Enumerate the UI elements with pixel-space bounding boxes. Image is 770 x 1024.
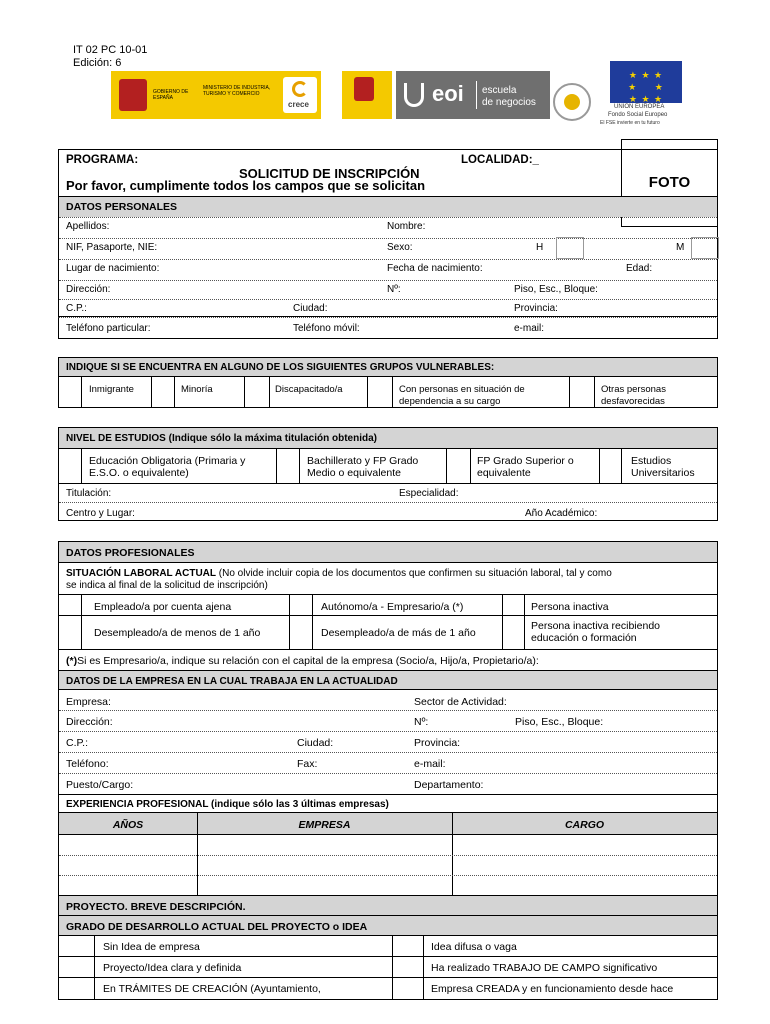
departamento-field[interactable]: Departamento: [414, 779, 484, 791]
edad-field[interactable]: Edad: [626, 263, 653, 274]
minoria-option[interactable]: Minoría [181, 384, 213, 395]
negocios-text: de negocios [482, 97, 536, 108]
document-code: IT 02 PC 10-01 [73, 44, 148, 56]
idea-difusa-option[interactable]: Idea difusa o vaga [431, 941, 517, 953]
piso-field[interactable]: Piso, Esc., Bloque: [514, 284, 598, 295]
col-cargo: CARGO [564, 819, 605, 831]
situacion-note: (No olvide incluir copia de los documentos que confirmen su situación laboral, tal y como [216, 568, 612, 579]
gobierno-logo [111, 71, 321, 119]
localidad-label: LOCALIDAD:_ [461, 154, 539, 166]
gobierno-text: GOBIERNO DE ESPAÑA [153, 89, 189, 101]
apellidos-field[interactable]: Apellidos: [66, 221, 110, 232]
fse-slogan: El FSE invierte en tu futuro [600, 120, 660, 126]
num-field[interactable]: Nº: [387, 284, 401, 295]
inactiva-formacion-option[interactable]: Persona inactiva recibiendo [531, 620, 660, 632]
puesto-field[interactable]: Puesto/Cargo: [66, 779, 134, 791]
form-title: SOLICITUD DE INSCRIPCIÓN [239, 166, 420, 181]
desempleado-mas-option[interactable]: Desempleado/a de más de 1 año [321, 627, 476, 639]
col-empresa: EMPRESA [298, 819, 351, 831]
vulnerable-section [58, 357, 718, 408]
eoi-icon [404, 83, 424, 107]
company-cp-field[interactable]: C.P.: [66, 737, 88, 749]
company-direccion-field[interactable]: Dirección: [66, 716, 113, 728]
ue-text: UNION EUROPEA [614, 104, 665, 110]
bachillerato-option-line2: Medio o equivalente [307, 467, 401, 479]
company-piso-field[interactable]: Piso, Esc., Bloque: [515, 716, 604, 728]
company-tel-field[interactable]: Teléfono: [66, 758, 109, 770]
eoi-text: eoi [432, 81, 464, 106]
vulnerable-title: INDIQUE SI SE ENCUENTRA EN ALGUNO DE LOS SIGUIENTES GRUPOS VULNERABLES: [59, 358, 717, 376]
sexo-m-checkbox[interactable] [691, 237, 719, 259]
fse-text: Fondo Social Europeo [608, 112, 668, 118]
nombre-field[interactable]: Nombre: [387, 221, 426, 232]
sector-field[interactable]: Sector de Actividad: [414, 696, 507, 708]
bachillerato-option[interactable]: Bachillerato y FP Grado [307, 455, 419, 467]
escuela-text: escuela [482, 85, 517, 96]
experience-title: EXPERIENCIA PROFESIONAL (indique sólo las 3 últimas empresas) [59, 794, 717, 812]
provincia-field[interactable]: Provincia: [514, 303, 558, 314]
company-ciudad-field[interactable]: Ciudad: [297, 737, 334, 749]
company-fax-field[interactable]: Fax: [297, 758, 318, 770]
spain-emblem-logo [342, 71, 392, 119]
personal-data-section [58, 196, 718, 317]
telefono-field[interactable]: Teléfono particular: [66, 323, 151, 334]
direccion-field[interactable]: Dirección: [66, 284, 111, 295]
eu-flag-icon: ★ ★ ★ ★ ★ ★ ★ ★ [610, 61, 682, 103]
coat-of-arms-icon [354, 77, 374, 101]
crece-icon [292, 81, 308, 97]
nif-field[interactable]: NIF, Pasaporte, NIE: [66, 242, 158, 253]
cp-field[interactable]: C.P.: [66, 303, 87, 314]
fp-superior-option[interactable]: FP Grado Superior o [477, 455, 574, 467]
empresa-creada-option[interactable]: Empresa CREADA y en funcionamiento desde hace [431, 983, 674, 995]
inmigrante-option[interactable]: Inmigrante [89, 384, 134, 395]
project-section [58, 896, 718, 1000]
crece-logo [283, 77, 317, 113]
fecha-field[interactable]: Fecha de nacimiento: [387, 263, 483, 274]
tramites-option[interactable]: En TRÁMITES DE CREACIÓN (Ayuntamiento, [103, 983, 321, 995]
ministerio-text: MINISTERIO DE INDUSTRIA, TURISMO Y COMERCIO [203, 85, 271, 97]
empresa-field[interactable]: Empresa: [66, 696, 111, 708]
company-email-field[interactable]: e-mail: [414, 758, 446, 770]
trabajo-campo-option[interactable]: Ha realizado TRABAJO DE CAMPO significativo [431, 962, 658, 974]
movil-field[interactable]: Teléfono móvil: [293, 323, 360, 334]
sexo-h-checkbox[interactable] [556, 237, 584, 259]
quality-seal-icon [553, 83, 591, 121]
otras-option[interactable]: Otras personas [601, 384, 666, 395]
phone-row [58, 317, 718, 339]
company-num-field[interactable]: Nº: [414, 716, 429, 728]
ciudad-field[interactable]: Ciudad: [293, 303, 328, 314]
universitarios-option[interactable]: Estudios [631, 455, 672, 467]
eoi-logo [396, 71, 550, 119]
personal-title: DATOS PERSONALES [59, 197, 717, 217]
project-title: PROYECTO. BREVE DESCRIPCIÓN. [59, 896, 717, 916]
titulacion-field[interactable]: Titulación: [66, 488, 112, 499]
crece-text: crece [288, 100, 309, 109]
professional-section [58, 541, 718, 896]
eso-option-line2: E.S.O. o equivalente) [89, 467, 189, 479]
situacion-note-2: se indica al final de la solicitud de inscripción) [66, 580, 268, 591]
situacion-title: SITUACIÓN LABORAL ACTUAL [66, 568, 216, 579]
centro-field[interactable]: Centro y Lugar: [66, 508, 135, 519]
grado-title: GRADO DE DESARROLLO ACTUAL DEL PROYECTO o IDEA [59, 916, 717, 936]
lugar-field[interactable]: Lugar de nacimiento: [66, 263, 160, 274]
inactiva-option[interactable]: Persona inactiva [531, 601, 609, 613]
eso-option[interactable]: Educación Obligatoria (Primaria y [89, 455, 246, 467]
document-edition: Edición: 6 [73, 57, 122, 69]
studies-section [58, 427, 718, 521]
especialidad-field[interactable]: Especialidad: [399, 488, 459, 499]
email-field[interactable]: e-mail: [514, 323, 545, 334]
instructions: Por favor, cumplimente todos los campos que se solicitan [66, 178, 426, 193]
autonomo-option[interactable]: Autónomo/a - Empresario/a (*) [321, 601, 464, 613]
experience-rows[interactable] [59, 835, 717, 897]
professional-title: DATOS PROFESIONALES [59, 542, 717, 562]
dependencia-option[interactable]: Con personas en situación de [399, 384, 525, 395]
sexo-label: Sexo: [387, 242, 413, 253]
fp-superior-option-line2: equivalente [477, 467, 531, 479]
programa-label: PROGRAMA: [66, 154, 139, 166]
col-anos: AÑOS [112, 819, 144, 831]
company-title: DATOS DE LA EMPRESA EN LA CUAL TRABAJA EN LA ACTUALIDAD [59, 670, 717, 690]
anio-field[interactable]: Año Académico: [525, 508, 598, 519]
coat-of-arms-icon [119, 79, 147, 111]
photo-label: FOTO [648, 174, 691, 191]
sexo-h-label: H [536, 242, 544, 253]
company-provincia-field[interactable]: Provincia: [414, 737, 461, 749]
studies-title: NIVEL DE ESTUDIOS (Indique sólo la máxima titulación obtenida) [59, 428, 717, 448]
sin-idea-option[interactable]: Sin Idea de empresa [103, 941, 200, 953]
inactiva-formacion-option-line2: educación o formación [531, 632, 637, 644]
dependencia-option-line2: dependencia a su cargo [399, 396, 501, 407]
proyecto-claro-option[interactable]: Proyecto/Idea clara y definida [103, 962, 242, 974]
sexo-m-label: M [676, 242, 685, 253]
universitarios-option-line2: Universitarios [631, 467, 695, 479]
discapacitado-option[interactable]: Discapacitado/a [275, 384, 343, 395]
empresario-note: (*)Si es Empresario/a, indique su relación con el capital de la empresa (Socio/a, Hijo/a, Propietario/a): [66, 655, 539, 667]
otras-option-line2: desfavorecidas [601, 396, 665, 407]
experience-header [59, 812, 717, 835]
desempleado-menos-option[interactable]: Desempleado/a de menos de 1 año [94, 627, 261, 639]
empleado-option[interactable]: Empleado/a por cuenta ajena [94, 601, 232, 613]
